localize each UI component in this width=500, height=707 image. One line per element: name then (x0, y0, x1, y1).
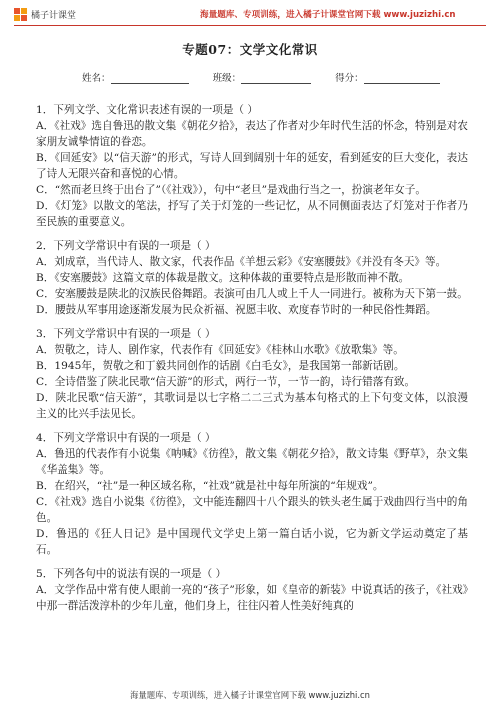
score-label: 得分： (335, 73, 364, 84)
option-a: A．贺敬之，诗人、剧作家，代表作有《回延安》《桂林山水歌》《放歌集》等。 (36, 344, 404, 356)
option-d: D．鲁迅的《狂人日记》是中国现代文学史上第一篇白话小说，它为新文学运动奠定了基石。 (36, 528, 468, 556)
option-c: C．“然而老旦终于出台了”（《社戏》），句中“老旦”是戏曲行当之一，扮演老年女子。 (36, 184, 426, 196)
score-blank[interactable] (364, 73, 440, 84)
class-blank[interactable] (241, 73, 311, 84)
logo-icon (14, 8, 27, 21)
question-4 (36, 430, 468, 558)
option-b: B．1945年，贺敬之和丁毅共同创作的话剧《白毛女》，是我国第一部新话剧。 (36, 360, 405, 372)
question-stem: 3．下列文学常识中有误的一项是（ ） (36, 328, 216, 340)
option-b: B．在绍兴，“社”是一种区域名称，“社戏”就是社中每年所演的“年规戏”。 (36, 480, 384, 492)
question-5 (36, 566, 468, 614)
question-list (36, 102, 468, 622)
name-label: 姓名： (82, 73, 111, 84)
header-divider (14, 25, 486, 26)
header-slogan-link[interactable]: 海量题库、专项训练，进入橘子计课堂官网下载 www.juzizhi.cn (200, 10, 456, 20)
option-a: A．鲁迅的代表作有小说集《呐喊》《彷徨》，散文集《朝花夕拾》，散文诗集《野草》，杂文集《华盖集》等。 (36, 448, 468, 476)
option-a: A．《社戏》选自鲁迅的散文集《朝花夕拾》，表达了作者对少年时代生活的怀念，特别是对农家朋友诚挚情谊的眷恋。 (36, 120, 468, 148)
option-c: C．安塞腰鼓是陕北的汉族民俗舞蹈。表演可由几人或上千人一同进行。被称为天下第一鼓。 (36, 288, 468, 300)
option-b: B．《安塞腰鼓》这篇文章的体裁是散文。这种体裁的重要特点是形散而神不散。 (36, 272, 410, 284)
option-c: C．全诗借鉴了陕北民歌“信天游”的形式，两行一节，一节一韵，诗行错落有致。 (36, 376, 416, 388)
question-stem: 4．下列文学常识中有误的一项是（ ） (36, 432, 216, 444)
question-stem: 1．下列文学、文化常识表述有误的一项是（ ） (36, 104, 258, 116)
page-header (0, 0, 500, 28)
option-a: A．文学作品中常有使人眼前一亮的“孩子”形象，如《皇帝的新装》中说真话的孩子，《社戏》中那一群活泼淳朴的少年儿童，他们身上，往往闪着人性美好纯真的 (36, 584, 468, 612)
question-2 (36, 238, 468, 318)
brand-name: 橘子计课堂 (31, 10, 77, 21)
page-title: 专题07：文学文化常识 (182, 42, 318, 57)
name-blank[interactable] (111, 73, 189, 84)
question-stem: 5．下列各句中的说法有误的一项是（ ） (36, 568, 227, 580)
brand-logo (14, 6, 76, 22)
question-1 (36, 102, 468, 230)
option-d: D．陕北民歌“信天游”，其歌词是以七字格二二三式为基本句格式的上下句变文体，以浪漫主义的比兴手法见长。 (36, 392, 468, 420)
option-a: A．刘成章，当代诗人、散文家，代表作品《羊想云彩》《安塞腰鼓》《并没有冬天》等。 (36, 256, 447, 268)
option-b: B．《回延安》以“信天游”的形式，写诗人回到阔别十年的延安，看到延安的巨大变化，表达了诗人无限兴奋和喜悦的心情。 (36, 152, 468, 180)
student-info-fields (82, 70, 440, 84)
question-3 (36, 326, 468, 422)
class-label: 班级： (212, 73, 242, 84)
question-stem: 2．下列文学常识中有误的一项是（ ） (36, 240, 216, 252)
option-c: C．《社戏》选自小说集《彷徨》，文中能连翻四十八个跟头的铁头老生属于戏曲四行当中的角色。 (36, 496, 468, 524)
page-footer-link[interactable]: 海量题库、专项训练，进入橘子计课堂官网下载 www.juzizhi.cn (130, 690, 370, 700)
option-d: D．腰鼓从军事用途逐渐发展为民众祈福、祝愿丰收、欢度春节时的一种民俗性舞蹈。 (36, 304, 437, 316)
option-d: D．《灯笼》以散文的笔法，抒写了关于灯笼的一些记忆，从不同侧面表达了灯笼对于作者乃至民族的重要意义。 (36, 200, 468, 228)
